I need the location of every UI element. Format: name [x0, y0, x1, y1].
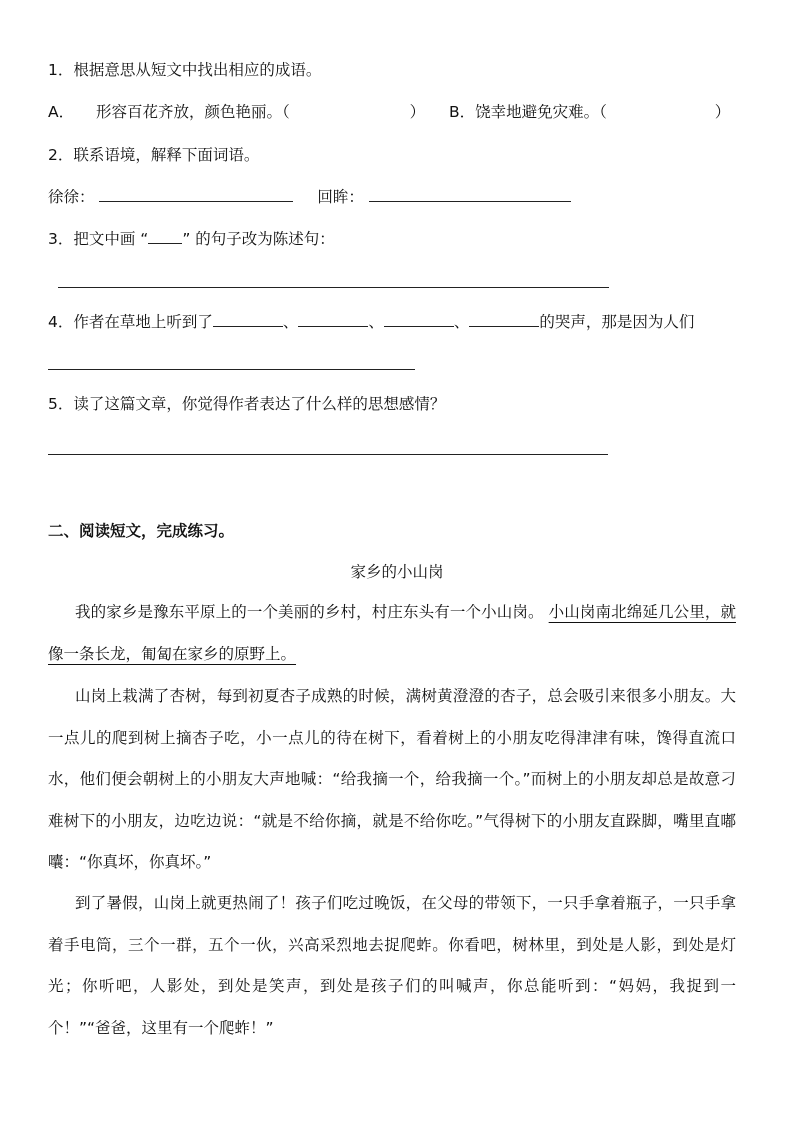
- separator: 、: [453, 313, 470, 331]
- option-a-close: ）: [409, 103, 426, 121]
- word-huimou: 回眸：: [317, 188, 364, 206]
- answer-blank-q4-3[interactable]: [384, 311, 454, 327]
- answer-blank-q4-4[interactable]: [469, 311, 539, 327]
- answer-line-q4[interactable]: [48, 369, 415, 370]
- passage-paragraph-2: 山岗上栽满了杏树，每到初夏杏子成熟的时候，满树黄澄澄的杏子，总会吸引来很多小朋友。大一点儿的爬到树上摘杏子吃，小一点儿的待在树下，看着树上的小朋友吃得津津有味，馋得直流口水，他们便会朝树上的小朋友大声地喊：“给我摘一个，给我摘一个。”而树上的小朋友却总是故意刁难树下的小朋友，边吃边说：“就是不给你摘，就是不给你吃。”气得树下的小朋友直跺脚，嘴里直嘟囔：“你真坏，你真坏。”: [48, 687, 736, 871]
- question-2-words: [48, 186, 571, 207]
- passage-paragraph-3: 到了暑假，山岗上就更热闹了！孩子们吃过晚饭，在父母的带领下，一只手拿着瓶子，一只手拿着手电筒，三个一群，五个一伙，兴高采烈地去捉爬蚱。你看吧，树林里，到处是人影，到处是灯光；你听吧，人影处，到处是笑声，到处是孩子们的叫喊声，你总能听到：“妈妈，我捉到一个！”“爸爸，这里有一个爬蚱！”: [48, 894, 736, 1037]
- question-3-prefix: 3．把文中画 “: [48, 230, 149, 248]
- question-1-text: 1．根据意思从短文中找出相应的成语。: [48, 61, 322, 79]
- question-5: [48, 394, 445, 414]
- answer-line-xuxu[interactable]: [99, 186, 293, 202]
- option-b-close: ）: [714, 103, 731, 121]
- answer-line-q5[interactable]: [48, 454, 608, 455]
- option-b-text: B．饶幸地避免灾难。（: [449, 103, 607, 121]
- question-2: [48, 145, 259, 165]
- paragraph-1-plain: 我的家乡是豫东平原上的一个美丽的乡村，村庄东头有一个小山岗。: [75, 603, 544, 621]
- question-3: [48, 228, 335, 249]
- question-4-suffix: 的哭声，那是因为人们: [539, 313, 695, 331]
- question-1: [48, 60, 321, 80]
- option-a-text: 形容百花齐放，颜色艳丽。（: [95, 103, 290, 121]
- answer-line-q3[interactable]: [58, 287, 609, 288]
- question-2-text: 2．联系语境，解释下面词语。: [48, 146, 260, 164]
- separator: 、: [368, 313, 384, 331]
- underlined-sentence: 小山岗南北绵延几公里，就像一条长龙，匍匐在家乡的原野上。: [48, 603, 736, 663]
- option-a-label: A．: [48, 103, 75, 121]
- question-1-options: [48, 102, 730, 122]
- answer-blank-q4-1[interactable]: [213, 311, 283, 327]
- question-4: [48, 311, 694, 332]
- question-3-suffix: ” 的句子改为陈述句：: [182, 230, 335, 248]
- separator: 、: [282, 313, 299, 331]
- question-5-text: 5．读了这篇文章，你觉得作者表达了什么样的思想感情？: [48, 395, 446, 413]
- passage-paragraph-1: [48, 592, 736, 675]
- answer-line-huimou[interactable]: [369, 186, 571, 202]
- section-heading: 二、阅读短文，完成练习。: [48, 522, 235, 540]
- passage-title: 家乡的小山岗: [350, 563, 444, 581]
- answer-blank-q4-2[interactable]: [298, 311, 368, 327]
- underline-mark: [148, 228, 182, 244]
- word-xuxu: 徐徐：: [48, 188, 95, 206]
- question-4-prefix: 4．作者在草地上听到了: [48, 313, 213, 331]
